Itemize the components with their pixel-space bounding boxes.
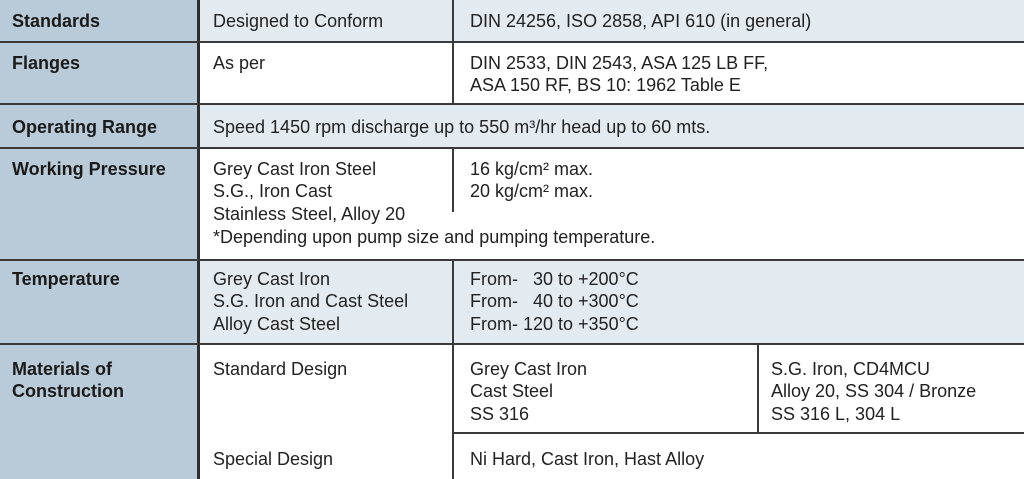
label-temperature: Temperature bbox=[0, 260, 198, 344]
pressure-col1-line2: S.G., Iron Cast bbox=[213, 181, 333, 201]
temperature-col1-line1: Grey Cast Iron bbox=[213, 269, 331, 289]
materials-std-col2-line1: Grey Cast Iron bbox=[470, 359, 588, 379]
label-operating-range: Operating Range bbox=[0, 104, 198, 148]
pressure-note: *Depending upon pump size and pumping temperature. bbox=[213, 227, 656, 247]
temperature-col2-line3: From- 120 to +350°C bbox=[470, 314, 639, 334]
rule-4 bbox=[0, 259, 1024, 261]
vrule-materials bbox=[452, 344, 454, 479]
vrule-pressure bbox=[452, 148, 454, 212]
label-flanges: Flanges bbox=[0, 42, 198, 104]
label-divider bbox=[197, 0, 200, 479]
materials-std-col2-line3: SS 316 bbox=[470, 404, 530, 424]
rule-5 bbox=[0, 343, 1024, 345]
rule-materials-inner bbox=[452, 432, 1024, 434]
rule-1 bbox=[0, 41, 1024, 43]
flanges-col1: As per bbox=[213, 53, 266, 73]
materials-std-col3-line2: Alloy 20, SS 304 / Bronze bbox=[771, 381, 977, 401]
pressure-col1-line3: Stainless Steel, Alloy 20 bbox=[213, 204, 406, 224]
materials-std-col3-line1: S.G. Iron, CD4MCU bbox=[771, 359, 931, 379]
standards-col2: DIN 24256, ISO 2858, API 610 (in general) bbox=[470, 11, 812, 31]
vrule-materials-col3 bbox=[757, 344, 759, 433]
materials-special-value: Ni Hard, Cast Iron, Hast Alloy bbox=[470, 449, 705, 469]
temperature-col1-line3: Alloy Cast Steel bbox=[213, 314, 341, 334]
pressure-col2-line1: 16 kg/cm² max. bbox=[470, 159, 594, 179]
temperature-col1-line2: S.G. Iron and Cast Steel bbox=[213, 291, 409, 311]
flanges-col2-line1: DIN 2533, DIN 2543, ASA 125 LB FF, bbox=[470, 53, 769, 73]
label-materials: Materials of Construction bbox=[0, 344, 198, 479]
materials-special-design: Special Design bbox=[213, 449, 334, 469]
flanges-col2-line2: ASA 150 RF, BS 10: 1962 Table E bbox=[470, 75, 741, 95]
label-standards: Standards bbox=[0, 0, 198, 42]
materials-standard-design: Standard Design bbox=[213, 359, 348, 379]
operating-range-value: Speed 1450 rpm discharge up to 550 m³/hr head up to 60 mts. bbox=[213, 117, 711, 137]
vrule-temperature bbox=[452, 260, 454, 344]
pressure-col1-line1: Grey Cast Iron Steel bbox=[213, 159, 377, 179]
rule-2 bbox=[0, 103, 1024, 105]
temperature-col2-line2: From- 40 to +300°C bbox=[470, 291, 639, 311]
pressure-col2-line2: 20 kg/cm² max. bbox=[470, 181, 594, 201]
standards-col1: Designed to Conform bbox=[213, 11, 384, 31]
temperature-col2-line1: From- 30 to +200°C bbox=[470, 269, 639, 289]
rule-3 bbox=[0, 147, 1024, 149]
label-working-pressure: Working Pressure bbox=[0, 148, 198, 260]
vrule-standards bbox=[452, 0, 454, 104]
materials-std-col2-line2: Cast Steel bbox=[470, 381, 554, 401]
materials-std-col3-line3: SS 316 L, 304 L bbox=[771, 404, 901, 424]
